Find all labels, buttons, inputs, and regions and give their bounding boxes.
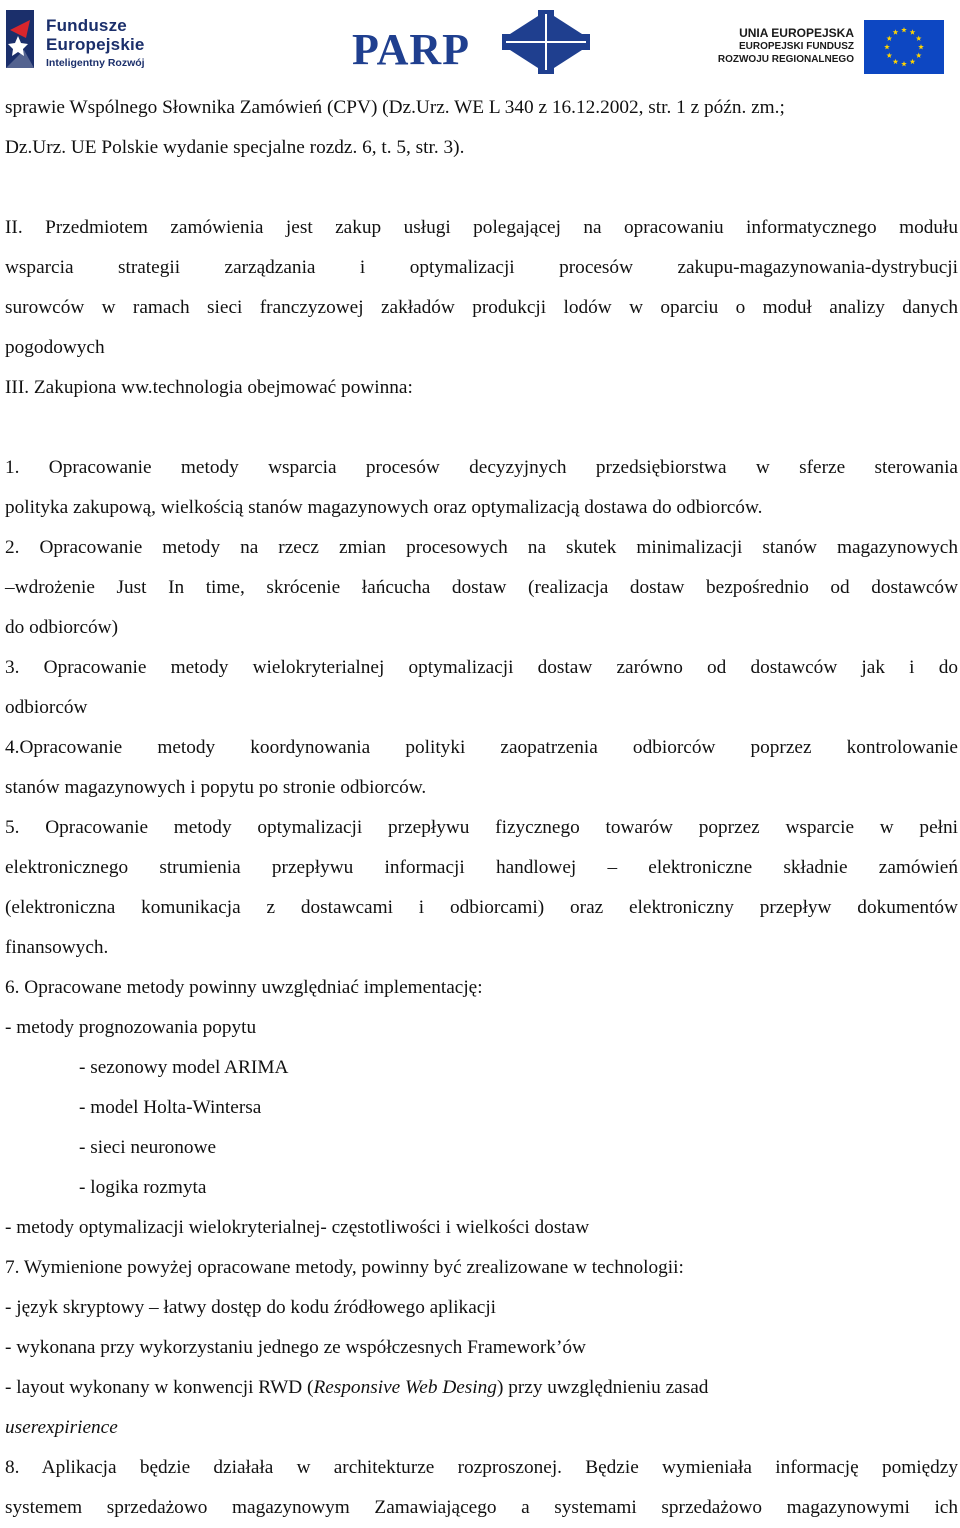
eu-logo-line3: ROZWOJU REGIONALNEGO (717, 54, 854, 65)
italic-term: Responsive Web Desing (313, 1377, 497, 1398)
sub-bullet-item: - model Holta-Wintersa (79, 1097, 262, 1118)
fe-logo-line2: Europejskie (46, 35, 145, 54)
section-heading: II. Przedmiotem zamówienia jest zakup usługi polegającej na opracowaniu informatycznego modułu (5, 217, 958, 238)
sub-bullet-item: - logika rozmyta (79, 1177, 207, 1198)
text-line (5, 1408, 958, 1448)
parp-cross-mark-icon (498, 10, 594, 74)
text-run: - layout wykonany w konwencji RWD ( (5, 1377, 314, 1398)
bullet-item: - wykonana przy wykorzystaniu jednego ze współczesnych Framework’ów (5, 1337, 586, 1358)
fundusze-europejskie-logo (4, 6, 154, 76)
bullet-item (5, 1368, 958, 1408)
text-line: wsparcia strategii zarządzania i optymalizacji procesów zakupu-magazynowania-dystrybucji (5, 257, 958, 278)
fe-logo-line3: Inteligentny Rozwój (46, 57, 145, 69)
bullet-item: - język skryptowy – łatwy dostęp do kodu źródłowego aplikacji (5, 1297, 497, 1318)
list-item: 4.Opracowanie metody koordynowania polityki zaopatrzenia odbiorców poprzez kontrolowanie (5, 737, 958, 758)
eu-logo-line1: UNIA EUROPEJSKA (739, 26, 854, 40)
text-line: stanów magazynowych i popytu po stronie odbiorców. (5, 777, 427, 798)
text-line: Dz.Urz. UE Polskie wydanie specjalne rozdz. 6, t. 5, str. 3). (5, 137, 465, 158)
list-item: 3. Opracowanie metody wielokryterialnej optymalizacji dostaw zarówno od dostawców jak i do (5, 657, 958, 678)
eu-logo-line2: EUROPEJSKI FUNDUSZ (738, 41, 854, 52)
text-line: –wdrożenie Just In time, skrócenie łańcucha dostaw (realizacja dostaw bezpośrednio od dostawców (5, 577, 958, 598)
sub-bullet-item: - sieci neuronowe (79, 1137, 217, 1158)
fundusze-europejskie-mark-icon (4, 6, 40, 72)
text-line: surowców w ramach sieci franczyzowej zakładów produkcji lodów w oparciu o moduł analizy danych (5, 297, 958, 318)
list-item: 6. Opracowane metody powinny uwzględniać implementację: (5, 977, 483, 998)
text-line: sprawie Wspólnego Słownika Zamówień (CPV) (Dz.Urz. WE L 340 z 16.12.2002, str. 1 z późn. zm.; (5, 97, 785, 118)
text-line: do odbiorców) (5, 617, 118, 638)
text-line: systemem sprzedażowo magazynowym Zamawiającego a systemami sprzedażowo magazynowymi ich (5, 1497, 958, 1518)
list-item: 8. Aplikacja będzie działała w architekturze rozproszonej. Będzie wymieniała informację pomiędzy (5, 1457, 958, 1478)
text-run: ) przy uwzględnieniu zasad (496, 1377, 709, 1398)
text-line: polityka zakupową, wielkością stanów magazynowych oraz optymalizacją dostawa do odbiorców. (5, 497, 763, 518)
text-line: finansowych. (5, 937, 109, 958)
header-logos (0, 0, 960, 82)
parp-logo-text: PARP (352, 25, 471, 74)
parp-logo (350, 10, 600, 74)
text-line: odbiorców (5, 697, 88, 718)
section-heading: III. Zakupiona ww.technologia obejmować powinna: (5, 377, 413, 398)
text-line: (elektroniczna komunikacja z dostawcami i odbiorcami) oraz elektroniczny przepływ dokumentów (5, 897, 958, 918)
list-item: 5. Opracowanie metody optymalizacji przepływu fizycznego towarów poprzez wsparcie w pełni (5, 817, 958, 838)
eu-logo (712, 16, 958, 76)
text-line: elektronicznego strumienia przepływu informacji handlowej – elektroniczne składnie zamówień (5, 857, 958, 878)
sub-bullet-item: - sezonowy model ARIMA (79, 1057, 289, 1078)
bullet-item: - metody optymalizacji wielokryterialnej- częstotliwości i wielkości dostaw (5, 1217, 590, 1238)
list-item: 2. Opracowanie metody na rzecz zmian procesowych na skutek minimalizacji stanów magazynowych (5, 537, 958, 558)
italic-term: userexpirience (5, 1417, 118, 1438)
list-item: 1. Opracowanie metody wsparcia procesów decyzyjnych przedsiębiorstwa w sferze sterowania (5, 457, 958, 478)
bullet-item: - metody prognozowania popytu (5, 1017, 257, 1038)
text-line: pogodowych (5, 337, 105, 358)
eu-flag-icon (864, 20, 944, 74)
list-item: 7. Wymienione powyżej opracowane metody, powinny być zrealizowane w technologii: (5, 1257, 684, 1278)
fe-logo-line1: Fundusze (46, 16, 127, 35)
